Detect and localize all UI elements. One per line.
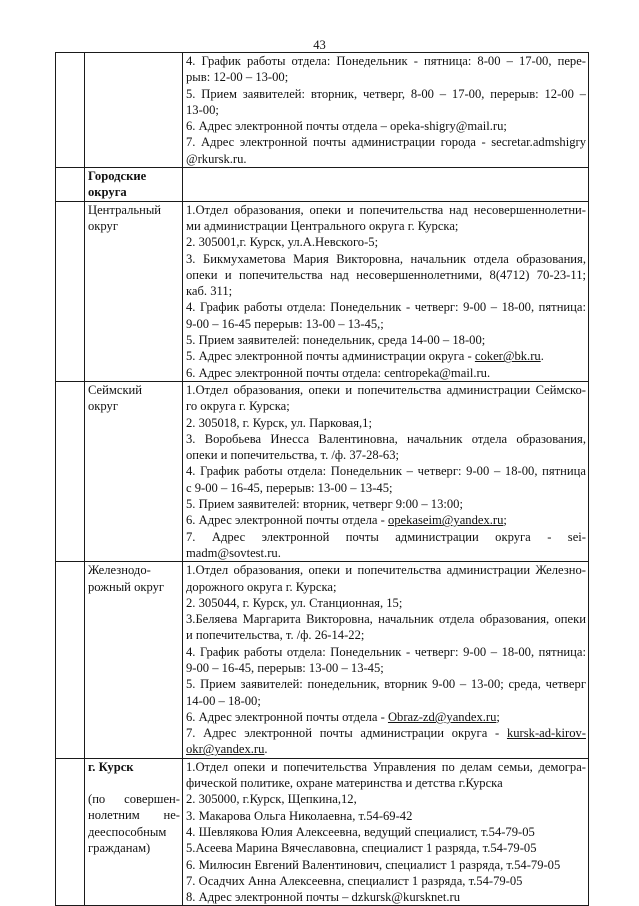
info-text: 2. 305000, г.Курск, Щепкина,12, — [186, 792, 357, 807]
district-name-line: округ — [88, 399, 119, 414]
info-text: madm@sovtest.ru. — [186, 545, 281, 560]
info-text: 9-00 – 16-45, перерыв: 13-00 – 13-45; — [186, 660, 384, 675]
name-cell — [85, 53, 183, 168]
table-row — [56, 381, 589, 561]
info-cell — [183, 201, 589, 381]
info-text: 7. Адрес электронной почты администрации округа - — [186, 726, 507, 741]
info-text: 8. Адрес электронной почты – dzkursk@kursknet.ru — [186, 890, 461, 905]
info-text: 6. Адрес электронной почты отдела - — [186, 709, 388, 724]
info-cell — [183, 53, 589, 168]
info-text-end: . — [540, 349, 544, 364]
info-line — [186, 53, 586, 69]
info-text: рыв: 12-00 – 13-00; — [186, 70, 289, 85]
info-text: 1.Отдел образования, опеки и попечительства над несовершеннолетни- — [186, 202, 586, 217]
info-line — [186, 660, 586, 676]
info-line — [186, 415, 586, 431]
info-text: опеки и попечительства над несовершеннолетними, 8(4712) 70-23-11; — [186, 267, 586, 282]
info-line — [186, 283, 586, 299]
district-name-line: Железнодо- — [88, 563, 151, 578]
district-name-line: г. Курск — [88, 759, 134, 774]
info-line — [186, 202, 586, 218]
info-line — [186, 562, 586, 578]
section-header-line: округа — [88, 185, 127, 200]
email-link[interactable]: opekaseim@yandex.ru — [387, 513, 504, 528]
info-text: 3.Беляева Маргарита Викторовна, начальник отдела образования, опеки — [186, 612, 586, 627]
email-link[interactable]: coker@bk.ru — [474, 349, 541, 364]
info-line — [186, 382, 586, 398]
info-line — [186, 463, 586, 479]
info-line — [186, 151, 586, 167]
index-cell — [56, 381, 85, 561]
district-name-cell — [85, 758, 183, 906]
info-line — [186, 644, 586, 660]
info-line — [186, 332, 586, 348]
info-line — [186, 824, 586, 840]
info-text: с 9-00 – 16-45, перерыв: 13-00 – 13-45; — [186, 480, 393, 495]
info-text: 9-00 – 16-45 перерыв: 13-00 – 13-45,; — [186, 316, 384, 331]
district-name-line: рожный округ — [88, 579, 165, 594]
info-line — [186, 267, 586, 283]
info-line — [186, 725, 586, 741]
info-cell — [183, 168, 589, 202]
info-line — [186, 693, 586, 709]
info-text: 14-00 – 18-00; — [186, 693, 261, 708]
info-cell — [183, 381, 589, 561]
info-text: 1.Отдел опеки и попечительства Управления по делам семьи, демогра- — [186, 759, 586, 774]
district-name-cell — [85, 201, 183, 381]
district-name-line: Сеймский — [88, 382, 143, 397]
info-text: 5. Прием заявителей: вторник, четверг, 8-00 – 17-00, перерыв: 12-00 – — [186, 86, 586, 101]
info-line — [186, 69, 586, 85]
info-line — [186, 709, 586, 725]
info-line — [186, 808, 586, 824]
info-line — [186, 86, 586, 102]
info-line — [186, 512, 586, 528]
district-name-cell — [85, 381, 183, 561]
info-line — [186, 365, 586, 381]
info-line — [186, 529, 586, 545]
info-text: и попечительства, т. /ф. 26-14-22; — [186, 628, 365, 643]
info-text: го округа г. Курска; — [186, 399, 290, 414]
index-cell — [56, 168, 85, 202]
info-line — [186, 889, 586, 905]
info-text: ми администрации Центрального округа г. Курска; — [186, 218, 459, 233]
table-row — [56, 168, 589, 202]
info-text: 3. Воробьева Инесса Валентиновна, начальник отдела образования, — [186, 431, 586, 446]
info-text: 13-00; — [186, 102, 219, 117]
info-text: 4. График работы отдела: Понедельник - четверг: 9-00 – 18-00, пятница: — [186, 644, 586, 659]
info-text-end: ; — [503, 513, 507, 528]
info-text: 2. 305044, г. Курск, ул. Станционная, 15; — [186, 595, 403, 610]
info-text: 7. Адрес электронной почты администрации города - secretar.admshigry — [186, 135, 586, 150]
table-row — [56, 201, 589, 381]
info-line — [186, 480, 586, 496]
info-text: 5. Прием заявителей: понедельник, вторник 9-00 – 13-00; среда, четверг — [186, 677, 586, 692]
info-text: 1.Отдел образования, опеки и попечительства администрации Железно- — [186, 563, 586, 578]
info-line — [186, 348, 586, 364]
info-text: 4. График работы отдела: Понедельник - четверг: 9-00 – 18-00, пятница: — [186, 300, 586, 315]
contacts-table — [55, 52, 589, 906]
info-cell — [183, 562, 589, 759]
section-header-cell — [85, 168, 183, 202]
info-line — [186, 840, 586, 856]
info-line — [186, 676, 586, 692]
district-note-line: (по совершен- — [88, 792, 180, 807]
district-name-line: округ — [88, 218, 119, 233]
info-line — [186, 398, 586, 414]
index-cell — [56, 201, 85, 381]
info-text: 7. Осадчих Анна Алексеевна, специалист 1 разряда, т.54-79-05 — [186, 873, 523, 888]
info-line — [186, 595, 586, 611]
info-text: 6. Адрес электронной почты отдела - — [186, 513, 388, 528]
info-text: 4. Шевлякова Юлия Алексеевна, ведущий специалист, т.54-79-05 — [186, 824, 535, 839]
info-line — [186, 496, 586, 512]
email-link[interactable]: Obraz-zd@yandex.ru — [387, 709, 497, 724]
info-text: 2. 305001,г. Курск, ул.А.Невского-5; — [186, 235, 379, 250]
info-line — [186, 134, 586, 150]
district-name-cell — [85, 562, 183, 759]
info-text: каб. 311; — [186, 284, 233, 299]
info-text: 4. График работы отдела: Понедельник - пятница: 8-00 – 17-00, пере- — [186, 54, 586, 68]
info-text: 5. Адрес электронной почты администрации округа - — [186, 349, 475, 364]
district-note-line: нолетним не- — [88, 808, 180, 823]
info-line — [186, 316, 586, 332]
info-text: фической политике, охране материнства и детства г.Курска — [186, 776, 503, 791]
email-link[interactable]: kursk-ad-kirov- — [506, 726, 586, 741]
index-cell — [56, 562, 85, 759]
info-text: 3. Бикмухаметова Мария Викторовна, начальник отдела образования, — [186, 251, 586, 266]
section-header-line: Городские — [88, 169, 147, 184]
info-line — [186, 218, 586, 234]
info-text: 7. Адрес электронной почты администрации округа - sei- — [186, 529, 586, 544]
info-text: опеки и попечительства, т. /ф. 37-28-63; — [186, 448, 400, 463]
info-text: 2. 305018, г. Курск, ул. Парковая,1; — [186, 415, 372, 430]
info-line — [186, 857, 586, 873]
info-line — [186, 102, 586, 118]
info-line — [186, 299, 586, 315]
info-line — [186, 251, 586, 267]
info-text: 5.Асеева Марина Вячеславовна, специалист 1 разряда, т.54-79-05 — [186, 841, 537, 856]
info-text: 6. Милюсин Евгений Валентинович, специалист 1 разряда, т.54-79-05 — [186, 857, 561, 872]
info-line — [186, 118, 586, 134]
info-text-end: . — [264, 742, 268, 757]
info-text: 6. Адрес электронной почты отдела: centropeka@mail.ru. — [186, 365, 491, 380]
info-line — [186, 759, 586, 775]
info-line — [186, 447, 586, 463]
info-text: дорожного округа г. Курска; — [186, 579, 337, 594]
info-line — [186, 431, 586, 447]
index-cell — [56, 758, 85, 906]
district-note-line: дееспособным — [88, 824, 167, 839]
table-row — [56, 562, 589, 759]
info-text: 3. Макарова Ольга Николаевна, т.54-69-42 — [186, 808, 413, 823]
info-text: 6. Адрес электронной почты отдела – opeka-shigry@mail.ru; — [186, 119, 507, 134]
info-line — [186, 741, 586, 757]
info-line — [186, 775, 586, 791]
info-line — [186, 579, 586, 595]
district-note-line: гражданам) — [88, 840, 151, 855]
district-name-line: Центральный — [88, 202, 162, 217]
info-text: 4. График работы отдела: Понедельник – четверг: 9-00 – 18-00, пятница — [186, 464, 586, 479]
page-number: 43 — [313, 38, 326, 52]
index-cell — [56, 53, 85, 168]
info-line — [186, 627, 586, 643]
info-line — [186, 873, 586, 889]
info-text: 5. Прием заявителей: понедельник, среда 14-00 – 18-00; — [186, 333, 486, 348]
info-text: @rkursk.ru. — [186, 151, 247, 166]
table-row — [56, 53, 589, 168]
info-line — [186, 611, 586, 627]
info-line — [186, 791, 586, 807]
email-link[interactable]: okr@yandex.ru — [186, 742, 265, 757]
info-line — [186, 545, 586, 561]
info-text: 5. Прием заявителей: вторник, четверг 9:00 – 13:00; — [186, 497, 463, 512]
info-cell — [183, 758, 589, 906]
table-row — [56, 758, 589, 906]
info-text-end: ; — [496, 709, 500, 724]
info-line — [186, 234, 586, 250]
info-text: 1.Отдел образования, опеки и попечительства администрации Сеймско- — [186, 382, 586, 397]
